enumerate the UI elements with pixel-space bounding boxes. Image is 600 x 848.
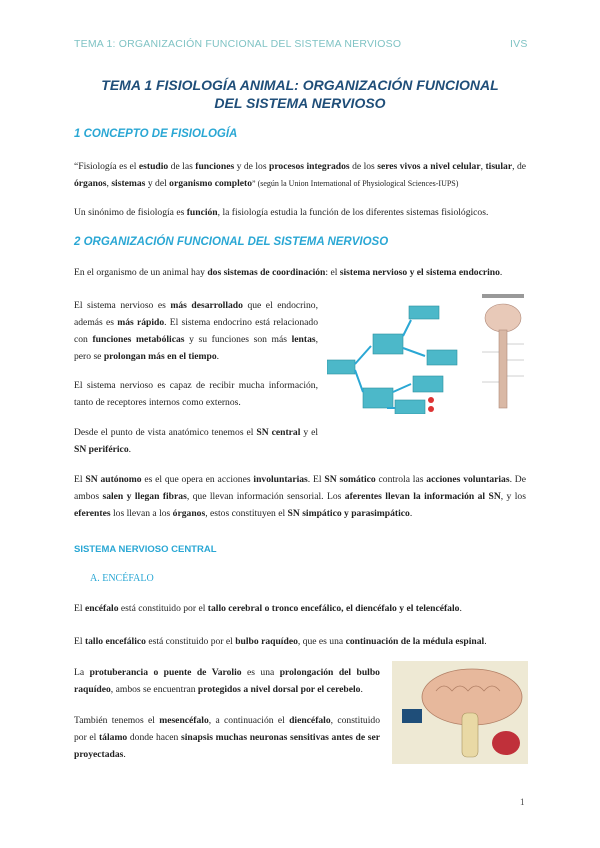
diagram-box (413, 376, 443, 392)
cerebellum-shape (492, 731, 520, 755)
paragraph-autonomic-somatic: El SN autónomo es el que opera en acciones involuntarias. El SN somático controla las acciones voluntarias. De ambos salen y llegan fibras, que llevan información sensorial. Los aferentes llevan la información al SN, y los eferentes los llevan a los órganos, estos constituyen el SN simpático y parasimpático. (74, 474, 526, 519)
diagram-box (409, 306, 439, 319)
paragraph-mesencephalon: También tenemos el mesencéfalo, a continuación el diencéfalo, constituido por el tálamo donde hacen sinapsis muchas neuronas sensitivas antes de ser proyectadas. (74, 715, 380, 760)
paragraph-encephalon: El encéfalo está constituido por el tallo cerebral o tronco encefálico, el diencéfalo y el telencéfalo. (74, 603, 462, 614)
spinal-cord-shape (499, 330, 507, 408)
diagram-box (373, 334, 403, 354)
subsection-heading-encephalon: A. ENCÉFALO (90, 573, 154, 584)
diagram-box (395, 400, 425, 414)
page-number: 1 (520, 797, 525, 807)
section-heading-1: 1 CONCEPTO DE FISIOLOGÍA (74, 128, 238, 140)
paragraph-nervous-vs-endocrine: El sistema nervioso es más desarrollado que el endocrino, además es más rápido. El sistema endocrino está relacionado con funciones metabólicas y su funciones son más lentas, pero se prolongan más en el tiempo. (74, 300, 319, 362)
paragraph-anatomy: Desde el punto de vista anatómico tenemos el SN central y el SN periférico. (74, 427, 318, 455)
figure-caption-bar (482, 294, 524, 298)
section-heading-2: 2 ORGANIZACIÓN FUNCIONAL DEL SISTEMA NERVIOSO (74, 236, 389, 248)
brainstem-shape (462, 713, 478, 757)
diagram-marker (428, 397, 434, 403)
nervous-system-flow-diagram (327, 296, 477, 414)
diagram-arrow (393, 384, 411, 392)
diagram-box (427, 350, 457, 365)
diagram-arrow (403, 348, 425, 356)
paragraph-receptors: El sistema nervioso es capaz de recibir mucha información, tanto de receptores internos como externos. (74, 380, 318, 408)
paragraph-brainstem: El tallo encefálico está constituido por el bulbo raquídeo, que es una continuación de la médula espinal. (74, 636, 487, 647)
paragraph-varolio: La protuberancia o puente de Varolio es una prolongación del bulbo raquídeo, ambos se encuentran protegidos a nivel dorsal por el cerebelo. (74, 667, 380, 695)
brain-anatomy-figure (392, 661, 528, 764)
diagram-marker (428, 406, 434, 412)
diagram-box (363, 388, 393, 408)
diagram-box (327, 360, 355, 374)
page-title: TEMA 1 FISIOLOGÍA ANIMAL: ORGANIZACIÓN FUNCIONAL DEL SISTEMA NERVIOSO (101, 77, 499, 111)
paragraph-synonym: Un sinónimo de fisiología es función, la fisiología estudia la función de los diferentes sistemas fisiológicos. (74, 207, 489, 218)
subsection-heading-cns: SISTEMA NERVIOSO CENTRAL (74, 544, 217, 555)
header-title: TEMA 1: ORGANIZACIÓN FUNCIONAL DEL SISTEMA NERVIOSO (74, 38, 402, 50)
cns-anatomy-figure (478, 294, 528, 414)
diagram-arrow (355, 346, 371, 364)
paragraph-coordination: En el organismo de un animal hay dos sistemas de coordinación: el sistema nervioso y el sistema endocrino. (74, 267, 503, 278)
header-initials: IVS (510, 38, 528, 50)
paragraph-definition: “Fisiología es el estudio de las funciones y de los procesos integrados de los seres vivos a nivel celular, tisular, de órganos, sistemas y del organismo completo” (según la Union International of Physiological Sciences-IUPS) (74, 161, 527, 189)
diagram-arrow (403, 320, 411, 336)
label-box (402, 709, 422, 723)
brain-shape (485, 304, 521, 332)
diagram-arrow (355, 370, 363, 392)
